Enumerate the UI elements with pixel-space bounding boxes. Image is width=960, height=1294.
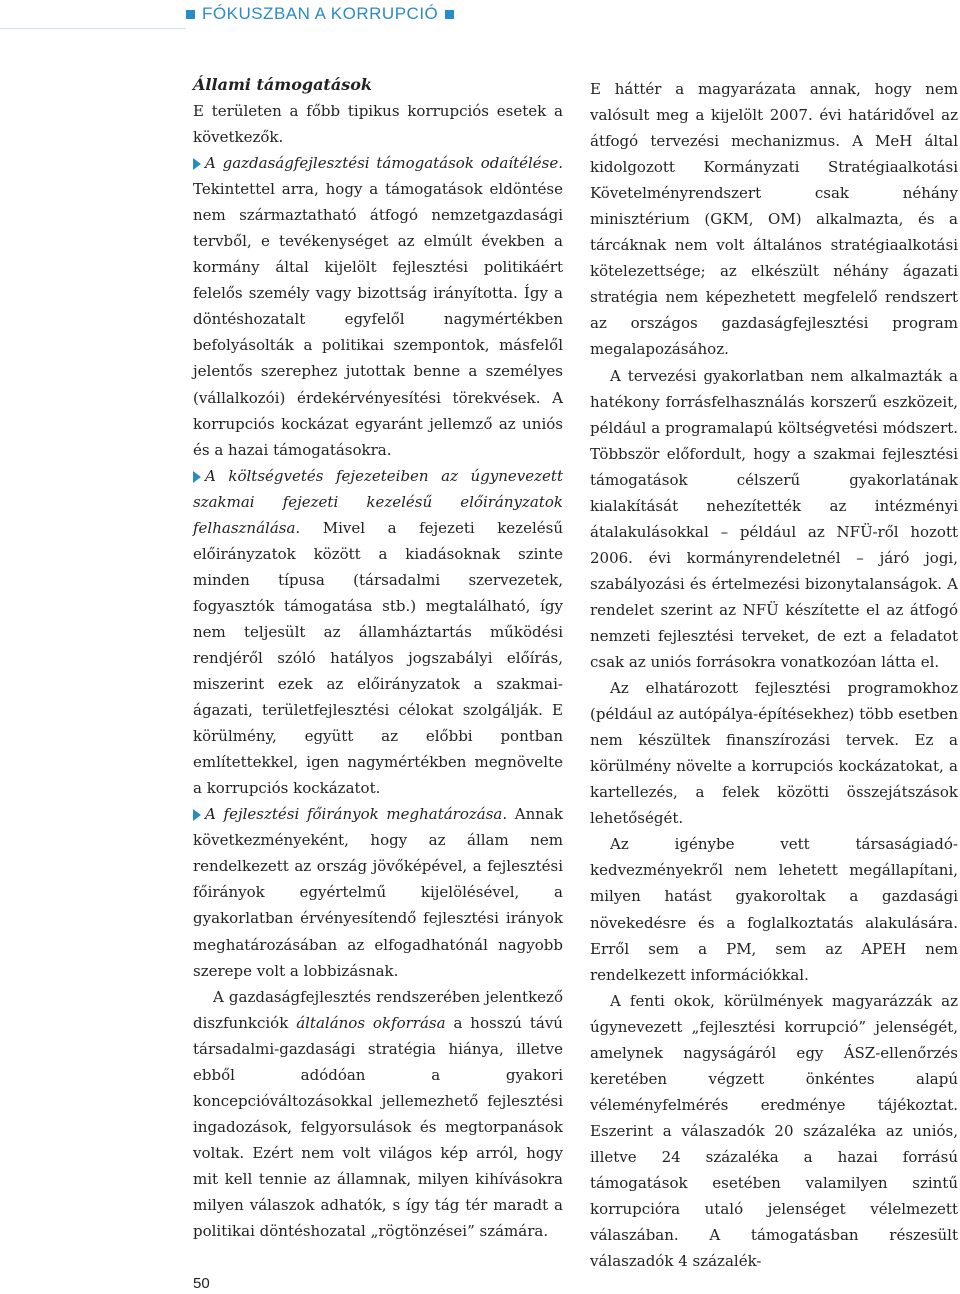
page-number: 50 <box>193 1275 210 1292</box>
bullet-text-2: Mivel a fejezeti kezelésű előirányzatok között a kiadásoknak szinte minden típusa (társadalmi szervezetek, fogyasztók támogatása stb.) megtalálható, így nem teljesült az államháztartás működési rendjéről szóló hatályos jogszabályi előírás, miszerint ezek az előirányzatok a szakmai-ágazati, területfejlesztési célokat szolgálják. E körülmény, együtt az előbbi pontban említettekkel, igen nagymértékben megnövelte a korrupciós kockázatot. <box>193 518 563 798</box>
bullet-paragraph-2 <box>193 463 563 802</box>
running-header <box>186 4 454 24</box>
triangle-bullet-icon <box>193 158 201 170</box>
header-rule <box>0 28 186 29</box>
paragraph-tarsasagiado: Az igénybe vett társaságiadó-kedvezményekről nem lehetett megállapítani, milyen hatást gyakoroltak a gazdasági növekedésre és a foglalkoztatás alakulására. Erről sem a PM, sem az APEH nem rendelkezett információkkal. <box>590 835 958 984</box>
header-title: FÓKUSZBAN A KORRUPCIÓ <box>202 4 439 23</box>
bullet-title-2: A költségvetés fejezeteiben az úgynevezett szakmai fejezeti kezelésű előirányzatok felhasználása. <box>193 466 563 537</box>
triangle-bullet-icon <box>193 809 201 821</box>
bullet-paragraph-1 <box>193 150 563 463</box>
bullet-text-3: Annak következményeként, hogy az állam nem rendelkezett az ország jövőképével, a fejlesztési főirányok egyértelmű kijelölésével, a gyakorlatban érvényesítendő fejlesztési irányok meghatározásában az elfogadhatónál nagyobb szerepe volt a lobbizásnak. <box>193 805 563 980</box>
text-span: a hosszú távú társadalmi-gazdasági stratégia hiánya, illetve ebből adódóan a gyakori koncepcióváltozásokkal jellemezhető fejlesztési ingadozások, felgyorsulások és megtorpanások voltak. Ezért nem volt világos kép arról, hogy mit kell tennie az államnak, milyen kihívásokra milyen válaszok adhatók, s így tág tér maradt a politikai döntéshozatal „rögtönzései” számára. <box>193 1013 563 1241</box>
section-title: Állami támogatások <box>193 75 372 94</box>
paragraph-hatter: E háttér a magyarázata annak, hogy nem valósult meg a kijelölt 2007. évi határidővel az átfogó tervezési mechanizmus. A MeH által kidolgozott Kormányzati Stratégiaalkotási Követelményrendszert csak néhány minisztérium (GKM, OM) alkalmazta, és a tárcáknak nem volt általános stratégiaalkotási kötelezettsége; az elkészült néhány ágazati stratégia nem képezhetett megfelelő rendszert az országos gazdaságfejlesztési program megalapozásához. <box>590 80 958 359</box>
triangle-bullet-icon <box>193 471 201 483</box>
intro-paragraph: E területen a főbb tipikus korrupciós esetek a következők. <box>193 102 563 147</box>
square-bullet-icon <box>445 10 454 19</box>
paragraph-tervezesi-gyakorlat: A tervezési gyakorlatban nem alkalmazták a hatékony forrásfelhasználás korszerű eszközeit, például a programalapú költségvetési módszert. Többször előfordult, hogy a szakmai fejlesztési támogatások célszerű gyakorlatának kialakítását nehezítették az intézményi átalakulásokkal – például az NFÜ-ről hozott 2006. évi kormányrendeletnél – járó jogi, szabályozási és értelmezési bizonytalanságok. A rendelet szerint az NFÜ készítette el az átfogó nemzeti fejlesztési terveket, de ezt a feladatot csak az uniós forrásokra vonatkozóan látta el. <box>590 366 958 672</box>
left-column <box>193 72 563 1244</box>
bullet-title-3: A fejlesztési főirányok meghatározása. <box>205 805 508 824</box>
bullet-title-1: A gazdaságfejlesztési támogatások odaítélése. <box>205 154 563 173</box>
paragraph-fejlesztesi-korrupcio: A fenti okok, körülmények magyarázzák az úgynevezett „fejlesztési korrupció” jelenségét, amelynek nagyságáról egy ÁSZ-ellenőrzés keretében végzett önkéntes alapú véleményfelmérés eredménye tájékoztat. Eszerint a válaszadók 20 százaléka az uniós, illetve 24 százaléka a hazai forrású támogatások esetében valamilyen szintű korrupcióra utaló jelenséget vélelmezett válaszában. A támogatásban részesült válaszadók 4 százalék- <box>590 991 958 1271</box>
text-span: A gazdaságfejlesztés rendszerében jelentkező diszfunkciók <box>193 987 563 1032</box>
italic-span: általános okforrása <box>296 1013 446 1032</box>
right-column <box>590 76 958 1274</box>
bullet-paragraph-3 <box>193 801 563 983</box>
paragraph-programok: Az elhatározott fejlesztési programokhoz (például az autópálya-építésekhez) több esetben nem készültek finanszírozási tervek. Ez a körülmény növelte a korrupciós kockázatokat, a kartellezés, a felek közötti összejátszások lehetőségét. <box>590 679 958 828</box>
square-bullet-icon <box>186 10 195 19</box>
bullet-text-1: Tekintettel arra, hogy a támogatások eldöntése nem származtatható átfogó nemzetgazdasági tervből, e tevékenységet az elmúlt években a kormány által kijelölt fejlesztési politikáért felelős személy vagy bizottság irányította. Így a döntéshozatalt egyfelől nagymértékben befolyásolták a politikai szempontok, másfelől jelentős szerephez jutottak benne a személyes (vállalkozói) érdekérvényesítési törekvések. A korrupciós kockázat egyaránt jellemző az uniós és a hazai támogatásokra. <box>193 180 563 459</box>
paragraph-diszfunkciok <box>193 984 563 1244</box>
